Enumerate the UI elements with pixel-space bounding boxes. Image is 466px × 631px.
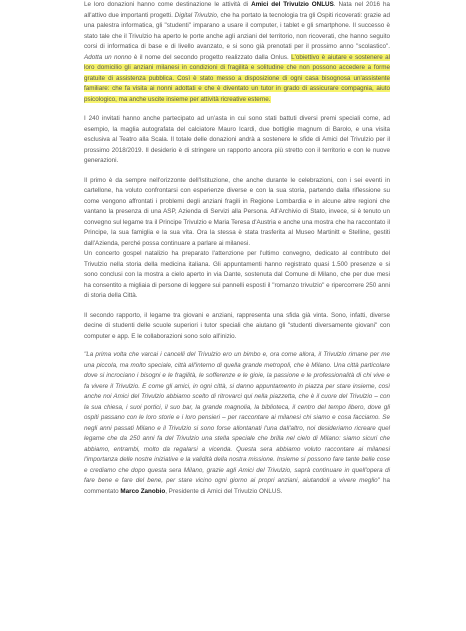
quote-author-role: , Presidente di Amici del Trivulzio ONLUS. — [165, 487, 283, 495]
paragraph-auction: I 240 invitati hanno anche partecipato ad un'asta in cui sono stati battuti diversi premi speciali come, ad esempio, la maglia autografata del calciatore Mauro Icardi, due bottiglie magnum di Barolo, e una visita esclusiva al Teatro alla Scala. Il totale delle donazioni andrà a sostenere le sfide di Amici del Trivulzio per il prossimo 2018/2019. Il desiderio è di stringere un rapporto ancora più stretto con il territorio e con le nuove generazioni. — [84, 115, 390, 164]
text-span: . Nata nel 2016 ha all'attivo due importanti progetti. — [84, 1, 391, 19]
text-span: è il nome del secondo progetto realizzato dalla Onlus. — [131, 53, 289, 61]
text-span: Le loro donazioni hanno come destinazione le attività di — [84, 1, 252, 8]
paragraph-territory: Il primo è da sempre nell'orizzonte dell'Istituzione, che anche durante le celebrazioni, con i sei eventi in cartellone, ha voluto confrontarsi con esperienze diverse e con la sua storia, partendo dalla riflessione su come vengono affrontati i problemi degli anziani fragili in Regione Lombardia e in alcune altre regioni che vantano la presenza di una ASP, Azienda di Servizi alla Persona. All'Archivio di Stato, invece, si è tenuto un convegno sul legame tra il Principe Trivulzio e Maria Teresa d'Austria e anche una mostra che ha raccontato il Principe, la sua famiglia e la sua vita. Ora la stessa è stata trasferita al Museo Martinitt e Stelline, gestiti dall'Azienda, perché possa continuare a parlare ai milanesi. — [84, 176, 390, 247]
project-name-adotta: Adotta un nonno — [84, 53, 132, 61]
quote-author: Marco Zanobio — [120, 487, 166, 495]
article-body — [84, 0, 390, 497]
quote-block — [84, 350, 390, 497]
quote-paragraph — [84, 350, 390, 497]
quote-text: "La prima volta che varcai i cancelli del Trivulzio ero un bimbo e, ora come allora, il Trivulzio rimane per me una piccola, ma molto speciale, città all'interno di quella grande metropoli, che è Milano. Una città particolare dove si incrociano i bisogni e le fragilità, le sofferenze e le gioie, la passione e le professionalità di chi vive e fa vivere il Trivulzio. E come gli amici, in ogni città, si danno appuntamento in piazza per stare insieme, così anche noi Amici del Trivulzio abbiamo scelto di ritrovarci qui nella piazzetta, che è il cuore del Trivulzio – con la sua chiesa, i suoi portici, il suo bar, la grande magnolia, la biblioteca, il centro del tempo libero, dove gli ospiti passano con le loro storie e i loro pensieri – per raccontare ai milanesi chi siamo e cosa facciamo. Se negli anni passati Milano e il Trivulzio si sono forse allontanati l'una dall'altro, noi desideriamo ricreare quel legame che da 250 anni fa del Trivulzio una stella speciale che brilla nel cielo di Milano: siamo sicuri che abbiamo, entrambi, molto da regalarsi a vicenda. Questa sera abbiamo voluto raccontare ai milanesi l'importanza delle nostre iniziative e la validità della nostra missione. Insieme si possono fare tante belle cose e crediamo che dopo questa sera Milano, grazie agli Amici del Trivulzio, saprà continuare in quell'opera di fare bene e fare del bene, per stare vicino ogni giorno ai propri anziani, aiutandoli a vivere meglio" — [84, 351, 390, 484]
paragraph-generations: Il secondo rapporto, il legame tra giovani e anziani, rappresenta una sfida già vinta. Sono, infatti, diverse decine di studenti delle scuole superiori i tutor speciali che aiutano gli "studenti diversamente giovani" con computer e app. E le collaborazioni sono solo all'inizio. — [84, 311, 390, 340]
spacer — [84, 105, 390, 114]
paragraph-intro — [84, 0, 390, 105]
org-name: Amici del Trivulzio ONLUS — [251, 1, 334, 8]
project-name-digital: Digital Trivulzio — [174, 11, 217, 19]
spacer — [84, 302, 390, 311]
text-span: , che ha portato la tecnologia tra gli Ospiti ricoverati: grazie ad una palestra informatica, gli "studenti" imparano a usare il computer, i tablet e gli smartphone. Il successo è stato tale che il Trivulzio ha aperto le porte anche agli anziani del territorio, non ricoverati, che hanno seguito corsi di informatica di base e di livello avanzato, e si sono già prenotati per il prossimo anno "scolastico". — [84, 11, 390, 50]
highlighted-text: L'obiettivo è aiutare e sostenere al loro domicilio gli anziani milanesi in condizioni di fragilità e solitudine che non possono accedere a forme gratuite di assistenza pubblica. Così è stato messo a disposizione di ogni casa bisognosa un'assistente familiare: che fa visita ai nonni adottati e che è diventato un tutor in grado di assicurare compagnia, aiuto psicologico, ma anche uscite insieme per attività ricreative esterne. — [84, 53, 390, 103]
text-span: ha commentato — [84, 477, 390, 495]
spacer — [84, 167, 390, 176]
paragraph-concert: Un concerto gospel natalizio ha preparato l'attenzione per l'ultimo convegno, dedicato al contributo del Trivulzio nella storia della medicina italiana. Gli appuntamenti hanno registrato quasi 1.500 presenze e si sono conclusi con la mostra a cielo aperto in via Dante, sostenuta dal Comune di Milano, che per due mesi ha consentito a migliaia di persone di leggere sui pannelli esposti il "romanzo trivulzio" e ripercorrere 250 anni di storia della Città. — [84, 250, 390, 299]
